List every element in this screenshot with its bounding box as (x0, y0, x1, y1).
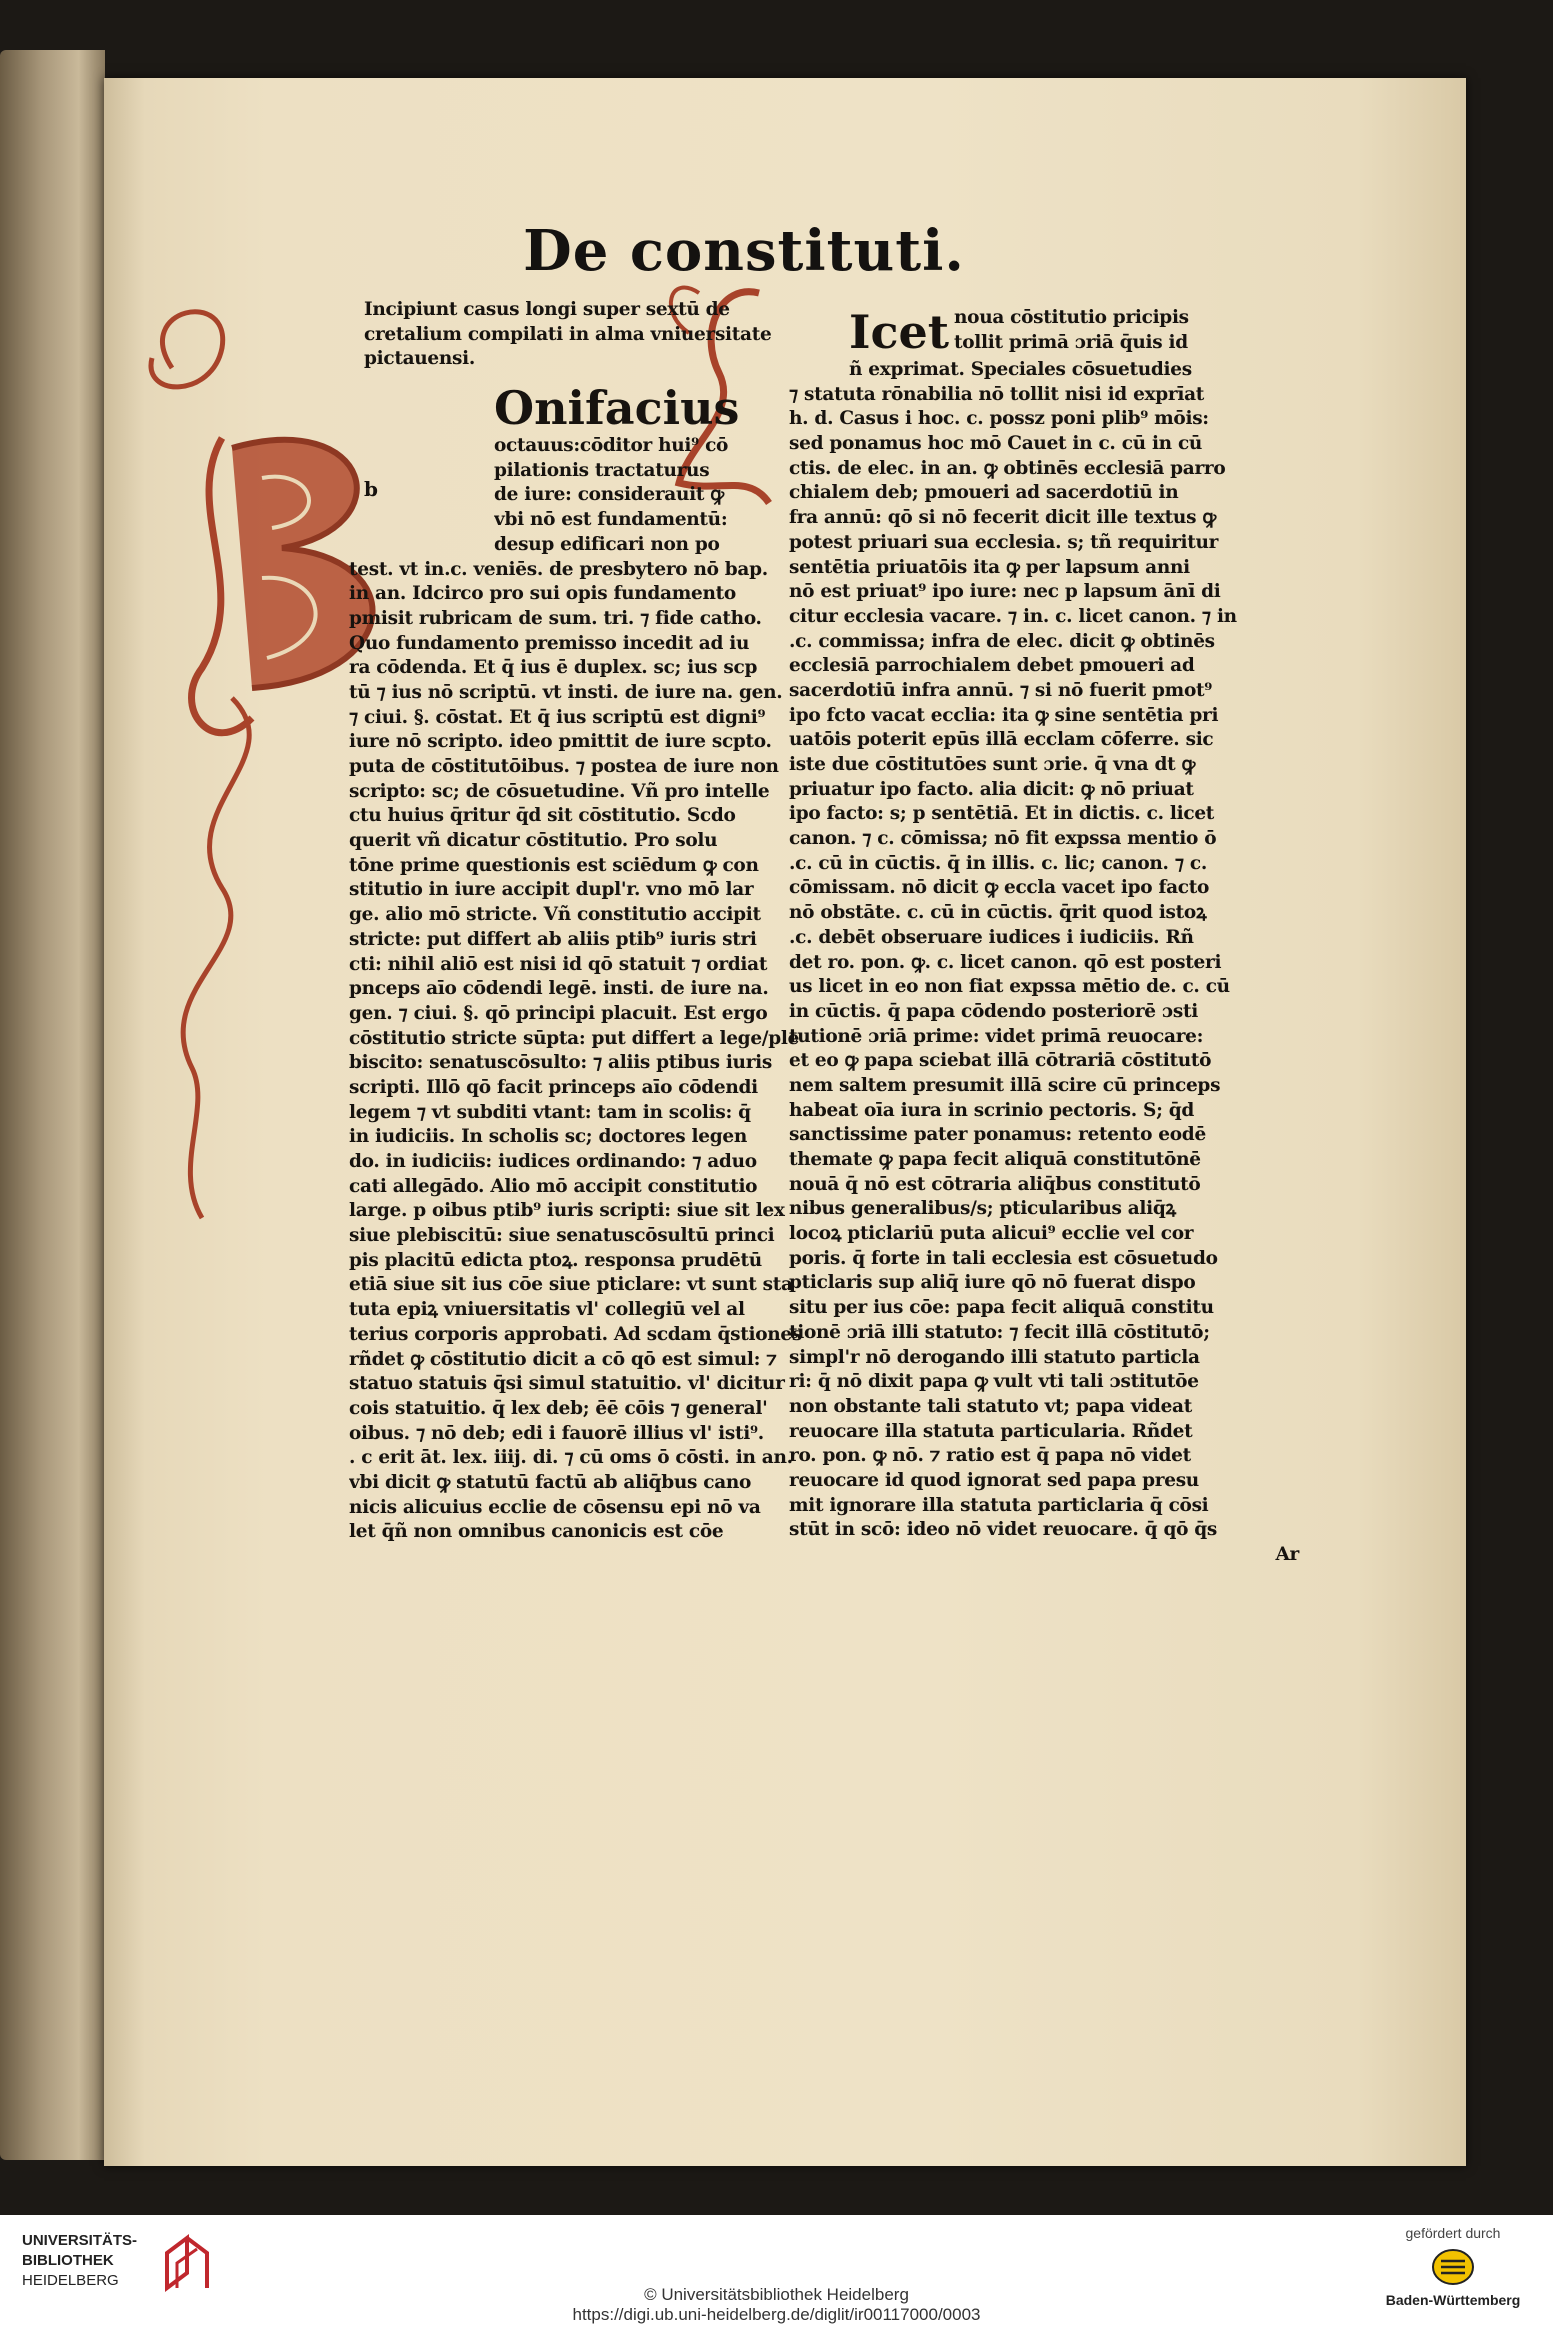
text-line: fra annū: qō si nō fecerit dicit ille textus ꝙ (789, 507, 1216, 529)
text-line: pticlaris sup aliq̄ iure qō nō fuerat dispo (789, 1272, 1196, 1294)
text-line: h. d. Casus i hoc. c. possz poni plib⁹ mōis: (789, 408, 1209, 430)
text-line: sacerdotiū infra annū. ⁊ si nō fuerit pmot⁹ (789, 679, 1213, 701)
text-line: biscito: senatuscōsulto: ⁊ aliis ptibus iuris (349, 1052, 772, 1074)
text-line: . c erit āt. lex. iiij. di. ⁊ cū oms ō cōsti. in an. (349, 1447, 793, 1469)
text-line: us licet in eo non fiat expssa mētio de. c. cū (789, 976, 1230, 998)
text-line: chialem deb; pmoueri ad sacerdotiū in (789, 482, 1179, 504)
text-line: ro. pon. ꝙ nō. ⁊ ratio est q̄ papa nō videt (789, 1445, 1191, 1467)
text-line: stricte: put differt ab aliis ptib⁹ iuris stri (349, 928, 757, 950)
text-line: nō est priuat⁹ ipo iure: nec p lapsum ānī di (789, 581, 1221, 603)
text-line: pnceps aīo cōdendi legē. insti. de iure na. (349, 978, 769, 1000)
text-line: .c. cū in cūctis. q̄ in illis. c. lic; canon. ⁊ c. (789, 852, 1207, 874)
text-line: ri: q̄ nō dixit papa ꝙ vult vti tali ɔstitutōe (789, 1371, 1199, 1393)
head-word: Onifacius (494, 381, 740, 436)
sponsor-name: Baden-Württemberg (1385, 2292, 1521, 2308)
text-line: ctis. de elec. in an. ꝙ obtinēs ecclesiā parro (789, 457, 1226, 479)
text-line: do. in iudiciis: iudices ordinando: ⁊ aduo (349, 1151, 757, 1172)
text-line: reuocare illa statuta particularia. Rñdet (789, 1420, 1193, 1442)
text-line: large. p oibus ptib⁹ iuris scripti: siue sit lex (349, 1200, 785, 1222)
text-line: canon. ⁊ c. cōmissa; nō fit expssa mentio ō (789, 828, 1217, 850)
text-line: ra cōdenda. Et q̄ ius ē duplex. sc; ius scp (349, 657, 758, 679)
text-line: ipo facto: s; p sentētiā. Et in dictis. c. licet (789, 803, 1215, 825)
text-line: poris. q̄ forte in tali ecclesia est cōsuetudo (789, 1247, 1218, 1269)
text-line: iure nō scripto. ideo pmittit de iure scpto. (349, 731, 772, 753)
copyright-text: © Universitätsbibliothek Heidelberg (644, 2285, 909, 2304)
text-line: pis placitū edicta ptoꝝ. responsa prudētū (349, 1249, 762, 1271)
text-line: tū ⁊ ius nō scriptū. vt insti. de iure na. gen. (349, 681, 783, 703)
text-line: tollit primā ɔriā q̄uis id (954, 331, 1188, 353)
text-line: cti: nihil aliō est nisi id qō statuit ⁊ ordiat (349, 953, 768, 975)
text-line: noua cōstitutio pricipis (954, 307, 1189, 328)
manuscript-page (104, 78, 1466, 2166)
text-line: nibus generalibus/s; pticularibus aliq̄ꝝ (789, 1198, 1176, 1220)
right-column (769, 306, 1319, 1568)
text-line: vbi nō est fundamentū: (494, 509, 728, 531)
intro-line: cretalium compilati in alma vniuersitate (364, 323, 772, 345)
sponsor-label: gefördert durch (1405, 2225, 1501, 2241)
text-line: cati allegādo. Alio mō accipit constitutio (349, 1175, 758, 1197)
text-line: .c. debēt obseruare iudices i iudiciis. Rñ (789, 926, 1194, 948)
text-line: situ per ius cōe: papa fecit aliquā constitu (789, 1297, 1214, 1319)
text-line: uatōis poterit epūs illā ecclam cōferre. sic (789, 729, 1214, 751)
text-line: potest priuari sua ecclesia. s; tñ requiritur (789, 531, 1219, 553)
text-line: cōstitutio stricte sūpta: put differt a lege/ple (349, 1027, 800, 1049)
text-line: pilationis tractaturus (494, 459, 710, 481)
text-line: desup edificari non po (494, 533, 720, 555)
text-line: scripto: sc; de cōsuetudine. Vñ pro intelle (349, 780, 770, 802)
text-line: nō obstāte. c. cū in cūctis. q̄rit quod istoꝝ (789, 902, 1207, 924)
text-line: ecclesiā parrochialem debet pmoueri ad (789, 655, 1195, 677)
text-line: habeat oīa iura in scrinio pectoris. S; q̄d (789, 1099, 1195, 1121)
text-line: citur ecclesia vacare. ⁊ in. c. licet canon. ⁊ in (789, 605, 1237, 627)
text-line: scripti. Illō qō facit princeps aīo cōdendi (349, 1076, 758, 1098)
text-line: de iure: considerauit ꝙ (494, 484, 724, 506)
head-word: Icet (849, 305, 950, 359)
text-line: Quo fundamento premisso incedit ad iu (349, 632, 750, 654)
text-line: querit vñ dicatur cōstitutio. Pro solu (349, 830, 718, 852)
text-line: ⁊ ciui. §. cōstat. Et q̄ ius scriptū est digni⁹ (349, 706, 766, 728)
library-logo-mark-icon (157, 2233, 217, 2293)
text-line: statuo statuis q̄si simul statuitio. vl' dicitur (349, 1373, 785, 1395)
text-line: ñ exprimat. Speciales cōsuetudies (849, 359, 1192, 380)
text-line: nem saltem presumit illā scire cū princeps (789, 1074, 1221, 1096)
text-line: ctu huius q̄ritur q̄d sit cōstitutio. Scdo (349, 805, 736, 827)
text-line: nicis alicuius ecclie de cōsensu epi nō va (349, 1496, 761, 1518)
facing-page-edge (0, 50, 105, 2160)
text-line: tōne prime questionis est sciēdum ꝙ con (349, 854, 759, 876)
text-line: test. vt in.c. veniēs. de presbytero nō bap. (349, 558, 768, 580)
logo-line: HEIDELBERG (22, 2272, 119, 2289)
text-line: stitutio in iure accipit dupl'r. vno mō lar (349, 879, 754, 901)
logo-line: BIBLIOTHEK (22, 2252, 114, 2269)
sponsor-block (1373, 2225, 1533, 2308)
text-line: det ro. pon. ꝙ. c. licet canon. qō est posteri (789, 951, 1222, 973)
text-line: non obstante tali statuto vt; papa videat (789, 1395, 1192, 1417)
initial-b-flourish-top (151, 312, 223, 387)
text-line: .c. commissa; infra de elec. dicit ꝙ obtinēs (789, 630, 1215, 652)
text-line: priuatur ipo facto. alia dicit: ꝙ nō priuat (789, 778, 1194, 800)
text-line: siue plebiscitū: siue senatuscōsultū princi (349, 1225, 775, 1247)
text-line: sed ponamus hoc mō Cauet in c. cū in cū (789, 433, 1203, 455)
permalink[interactable]: https://digi.ub.uni-heidelberg.de/diglit/ir00117000/0003 (572, 2305, 981, 2324)
left-column (224, 298, 814, 1545)
coat-of-arms-icon (1431, 2247, 1475, 2287)
text-line: in an. Idcirco pro sui opis fundamento (349, 583, 736, 605)
text-line: oibus. ⁊ nō deb; edi i fauorē illius vl' isti⁹. (349, 1422, 764, 1444)
text-line: vbi dicit ꝙ statutū factū ab aliq̄bus cano (349, 1471, 752, 1493)
logo-line: UNIVERSITÄTS- (22, 2232, 138, 2249)
text-line: legem ⁊ vt subditi vtant: tam in scolis: q̄ (349, 1101, 751, 1123)
text-line: let q̄ñ non omnibus canonicis est cōe (349, 1521, 724, 1543)
text-line: nouā q̄ nō est cōtraria aliq̄bus constitutō (789, 1173, 1201, 1195)
text-line: stūt in scō: ideo nō videt reuocare. q̄ qō q̄s (789, 1519, 1218, 1541)
marginal-letter: b (364, 477, 378, 502)
text-line: rñdet ꝙ cōstitutio dicit a cō qō est simul: ⁊ (349, 1348, 777, 1370)
text-line: terius corporis approbati. Ad scdam q̄stiones (349, 1323, 803, 1345)
footer-bar (0, 2215, 1553, 2328)
text-line: tutionē ɔriā prime: videt primā reuocare: (789, 1025, 1204, 1047)
intro-line: pictauensi. (364, 348, 476, 370)
text-line: themate ꝙ papa fecit aliquā constitutōnē (789, 1149, 1201, 1170)
text-line: etiā siue sit ius cōe siue pticlare: vt sunt sta (349, 1274, 793, 1296)
text-line: ge. alio mō stricte. Vñ constitutio accipit (349, 904, 761, 926)
text-line: sentētia priuatōis ita ꝙ per lapsum anni (789, 556, 1190, 578)
text-line: puta de cōstitutōibus. ⁊ postea de iure non (349, 756, 779, 777)
text-line: locoꝝ pticlariū puta alicui⁹ ecclie vel cor (789, 1223, 1194, 1245)
text-line: et eo ꝙ papa sciebat illā cōtrariā cōstitutō (789, 1050, 1212, 1072)
text-line: cois statuitio. q̄ lex deb; ēē cōis ⁊ general' (349, 1397, 768, 1419)
text-line: ⁊ statuta rōnabilia nō tollit nisi id exprīat (789, 383, 1205, 405)
text-line: in cūctis. q̄ papa cōdendo posteriorē ɔsti (789, 1000, 1198, 1022)
text-line: tuta epiꝝ vniuersitatis vl' collegiū vel al (349, 1299, 745, 1321)
text-line: in iudiciis. In scholis sc; doctores legen (349, 1126, 748, 1148)
text-line: pmisit rubricam de sum. tri. ⁊ fide catho. (349, 607, 762, 629)
right-body (769, 383, 1319, 1568)
text-line: cōmissam. nō dicit ꝙ eccla vacet ipo facto (789, 877, 1210, 899)
text-line: ipo fcto vacat ecclia: ita ꝙ sine sentētia pri (789, 704, 1219, 726)
text-line: mit ignorare illa statuta particlaria q̄ cōsi (789, 1494, 1209, 1516)
catchword: Ar (1275, 1544, 1299, 1565)
text-line: reuocare id quod ignorat sed papa presu (789, 1469, 1199, 1491)
text-line: iste due cōstitutōes sunt ɔrie. q̄ vna dt ꝙ (789, 754, 1196, 775)
text-line: sanctissime pater ponamus: retento eodē (789, 1124, 1206, 1146)
left-body (224, 558, 814, 1546)
text-line: tionē ɔriā illi statuto: ⁊ fecit illā cōstitutō; (789, 1321, 1210, 1343)
intro-line: Incipiunt casus longi super sextū de (364, 299, 730, 320)
text-line: simpl'r nō derogando illi statuto particla (789, 1346, 1200, 1368)
text-line: octauus:cōditor hui⁹ cō (494, 435, 729, 457)
text-line: gen. ⁊ ciui. §. qō principi placuit. Est ergo (349, 1002, 768, 1024)
running-head: De constituti. (523, 218, 965, 284)
